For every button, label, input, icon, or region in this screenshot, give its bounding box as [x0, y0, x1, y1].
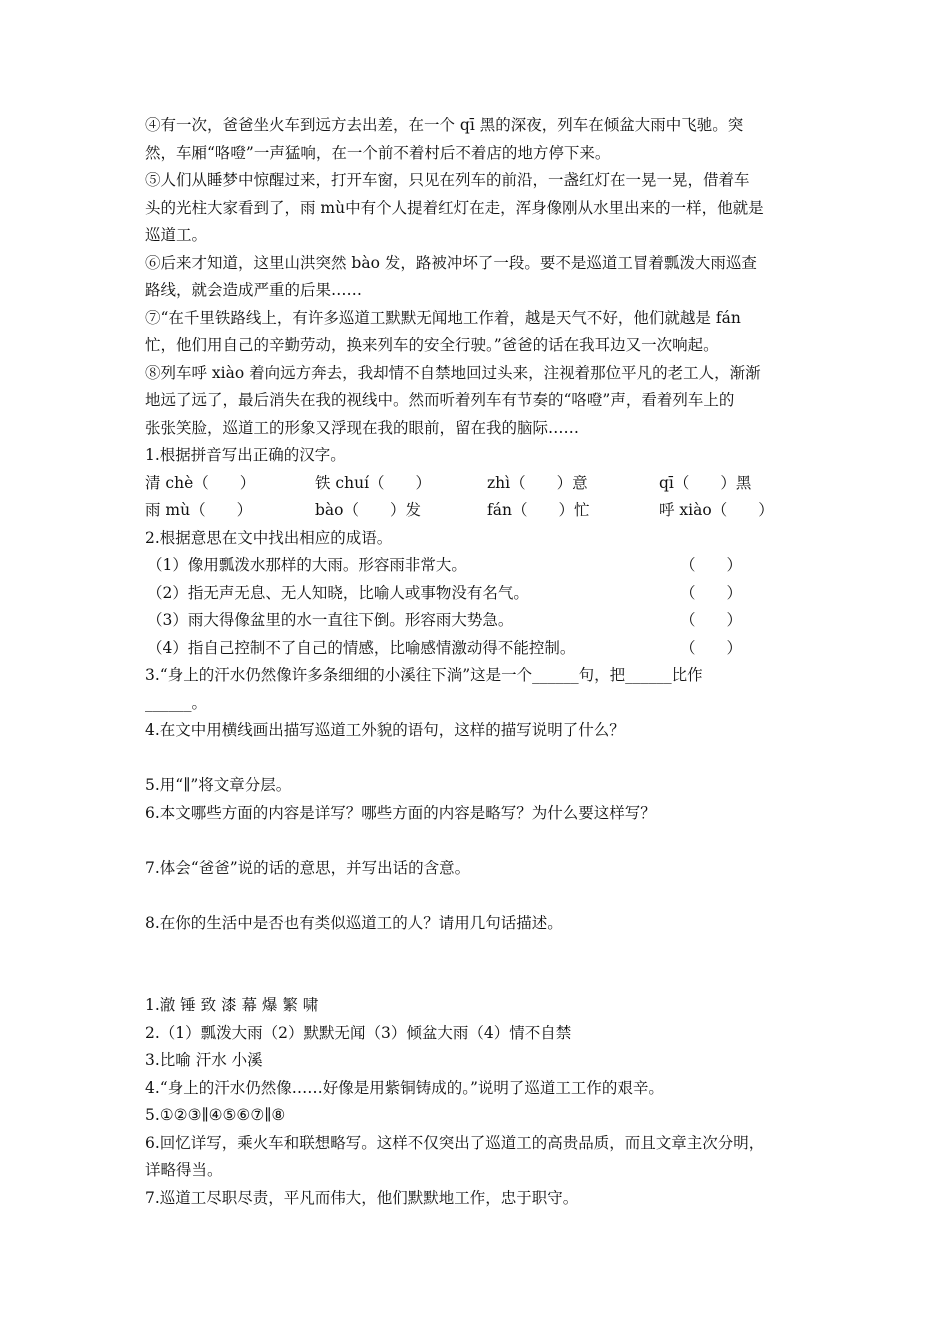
story-para-5-line-2: 头的光柱大家看到了，雨 mù中有个人提着红灯在走，浑身像刚从水里出来的一样，他就是	[145, 198, 764, 217]
answer-paren: （ ）	[680, 611, 743, 629]
answer-3: 3.比喻 汗水 小溪	[145, 1051, 263, 1069]
story-para-4-line-1: ④有一次，爸爸坐火车到远方去出差，在一个 qī 黑的深夜，列车在倾盆大雨中飞驰。突	[145, 116, 744, 134]
question-8: 8.在你的生活中是否也有类似巡道工的人？请用几句话描述。	[145, 913, 563, 932]
story-para-4-line-2: 然，车厢“咯噔”一声猛响，在一个前不着村后不着店的地方停下来。	[145, 143, 611, 162]
pinyin-item: 铁 chuí（ ）	[315, 473, 432, 492]
question-4: 4.在文中用横线画出描写巡道工外貌的语句，这样的描写说明了什么？	[145, 721, 625, 739]
question-5: 5.用“∥”将文章分层。	[145, 776, 292, 794]
answer-7: 7.巡道工尽职尽责，平凡而伟大，他们默默地工作，忠于职守。	[145, 1188, 579, 1207]
answer-2: 2.（1）瓢泼大雨（2）默默无闻（3）倾盆大雨（4）情不自禁	[145, 1023, 572, 1042]
story-para-8-line-2: 地远了远了，最后消失在我的视线中。然而听着列车有节奏的“咯噔”声，看着列车上的	[145, 391, 735, 409]
pinyin-item: zhì（ ）意	[487, 473, 588, 492]
pinyin-item: 呼 xiào（ ）	[659, 501, 774, 519]
meaning-text: （1）像用瓢泼水那样的大雨。形容雨非常大。	[147, 556, 467, 574]
pinyin-item: fán（ ）忙	[487, 501, 590, 519]
story-para-7-line-1: ⑦“在千里铁路线上，有许多巡道工默默无闻地工作着，越是天气不好，他们就越是 fán	[145, 308, 741, 327]
story-para-6-line-1: ⑥后来才知道，这里山洪突然 bào 发，路被冲坏了一段。要不是巡道工冒着瓢泼大雨巡查	[145, 253, 757, 272]
answer-5: 5.①②③∥④⑤⑥⑦∥⑧	[145, 1106, 286, 1124]
answer-paren: （ ）	[680, 556, 743, 574]
question-2: 2.根据意思在文中找出相应的成语。	[145, 528, 393, 547]
answer-1: 1.澈 锤 致 漆 幕 爆 繁 啸	[145, 996, 319, 1014]
question-1: 1.根据拼音写出正确的汉字。	[145, 446, 346, 464]
pinyin-row-1	[145, 470, 810, 498]
story-para-7-line-2: 忙，他们用自己的辛勤劳动，换来列车的安全行驶。”爸爸的话在我耳边又一次响起。	[145, 336, 719, 354]
answer-space	[145, 937, 810, 992]
pinyin-item: 雨 mù（ ）	[145, 501, 253, 519]
answer-space	[145, 827, 810, 855]
document-page	[145, 112, 810, 1212]
pinyin-item: bào（ ）发	[315, 501, 421, 519]
answer-space	[145, 882, 810, 910]
story-para-8-line-3: 张张笑脸，巡道工的形象又浮现在我的眼前，留在我的脑际……	[145, 418, 580, 437]
answer-4: 4.“身上的汗水仍然像……好像是用紫铜铸成的。”说明了巡道工工作的艰辛。	[145, 1078, 664, 1097]
question-7: 7.体会“爸爸”说的话的意思，并写出话的含意。	[145, 858, 471, 877]
answer-space	[145, 745, 810, 773]
story-para-5-line-3: 巡道工。	[145, 226, 208, 244]
question-6: 6.本文哪些方面的内容是详写？哪些方面的内容是略写？为什么要这样写？	[145, 803, 656, 822]
meaning-text: （2）指无声无息、无人知晓，比喻人或事物没有名气。	[147, 583, 529, 602]
story-para-8-line-1: ⑧列车呼 xiào 着向远方奔去，我却情不自禁地回过头来，注视着那位平凡的老工人，渐渐	[145, 363, 761, 382]
answer-paren: （ ）	[680, 638, 743, 657]
question-3-line-2: ______。	[145, 693, 208, 712]
meaning-row	[145, 607, 810, 635]
meaning-text: （4）指自己控制不了自己的情感，比喻感情激动得不能控制。	[147, 638, 576, 657]
meaning-text: （3）雨大得像盆里的水一直往下倒。形容雨大势急。	[147, 611, 514, 629]
answer-6-line-1: 6.回忆详写，乘火车和联想略写。这样不仅突出了巡道工的高贵品质，而且文章主次分明，	[145, 1133, 765, 1152]
question-3-line-1: 3.“身上的汗水仍然像许多条细细的小溪往下淌”这是一个______句，把______比作	[145, 666, 703, 684]
meaning-row	[145, 552, 810, 580]
pinyin-row-2	[145, 497, 810, 525]
pinyin-item: 清 chè（ ）	[145, 473, 256, 492]
meaning-row	[145, 580, 810, 608]
meaning-row	[145, 635, 810, 663]
answer-paren: （ ）	[680, 583, 743, 602]
story-para-6-line-2: 路线，就会造成严重的后果……	[145, 281, 363, 299]
story-para-5-line-1: ⑤人们从睡梦中惊醒过来，打开车窗，只见在列车的前沿，一盏红灯在一晃一晃，借着车	[145, 171, 750, 189]
pinyin-item: qī（ ）黑	[659, 473, 752, 492]
answer-6-line-2: 详略得当。	[145, 1161, 223, 1179]
